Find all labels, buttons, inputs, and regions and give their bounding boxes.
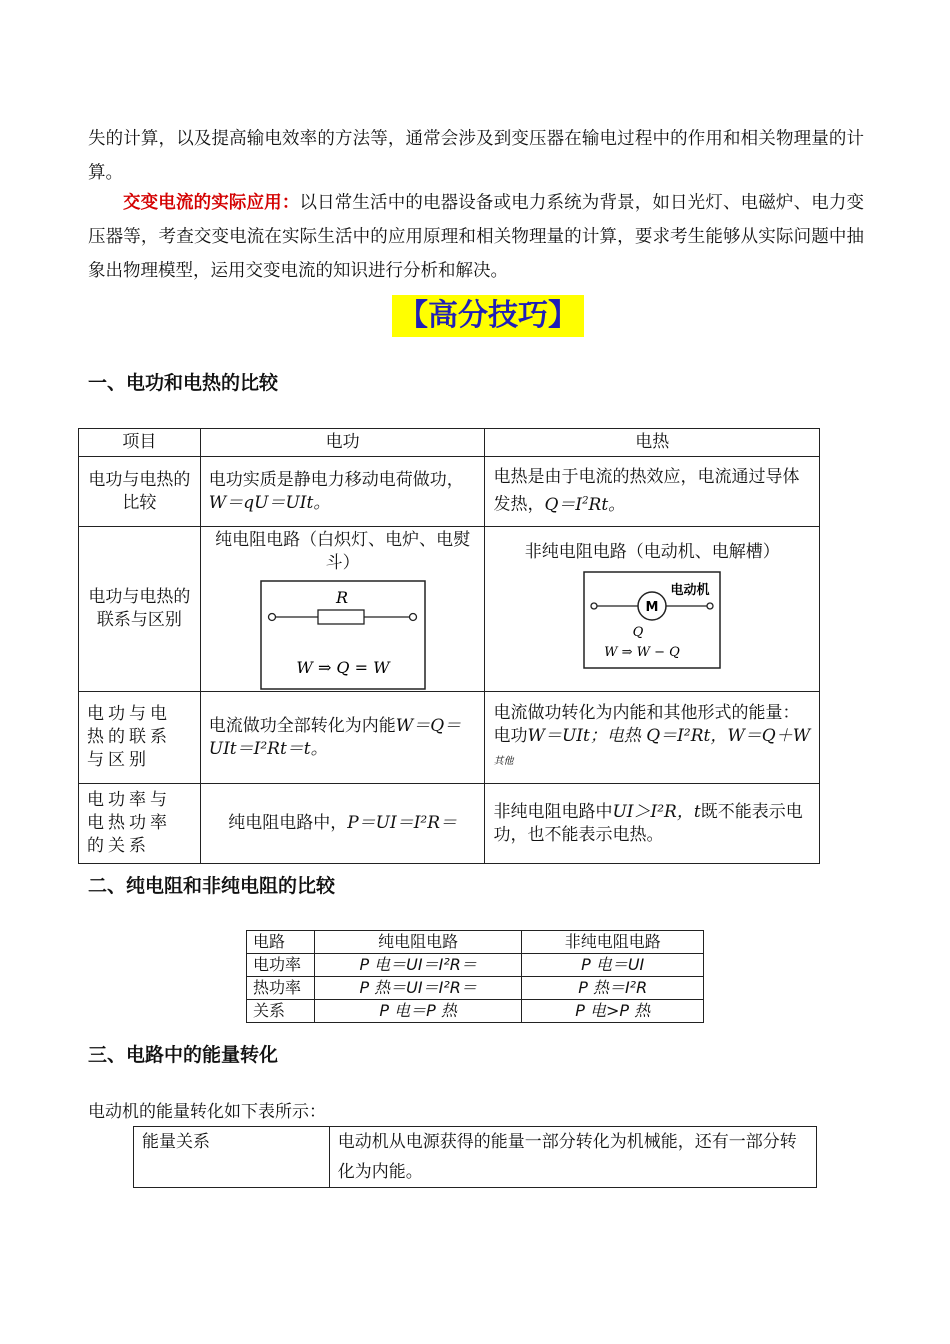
table-header-row: [79, 429, 820, 457]
energy-relation-text: 电动机从电源获得的能量一部分转化为机械能，还有一部分转化为内能。: [329, 1127, 816, 1188]
work-text: 电功实质是静电力移动电荷做功，: [208, 469, 464, 490]
table-row: [247, 954, 704, 977]
nonpure-work-cell: [485, 692, 820, 784]
pure-value: P 电＝UI＝I²R＝: [314, 954, 522, 977]
header-pure: 纯电阻电路: [314, 931, 522, 954]
pure-value: P 热＝UI＝I²R＝: [314, 977, 522, 1000]
row-label: 电功率与电热功率的关系: [79, 784, 201, 864]
nonpure-circuit-caption: 非纯电阻电路（电动机、电解槽）: [524, 542, 780, 562]
heat-cell: [485, 457, 820, 527]
pure-power-text: 纯电阻电路中，: [228, 813, 348, 833]
pure-energy-equation: W ⇒ Q = W: [296, 658, 390, 677]
heat-formula: $Q=I^2Rt$。: [544, 494, 626, 515]
other-subscript: 其他: [493, 756, 514, 767]
table-header-row: [247, 931, 704, 954]
nonpure-work-text: 电流做功转化为内能和其他形式的能量：电功: [493, 703, 800, 746]
section1-heading: 一、电功和电热的比较: [88, 372, 279, 394]
table-row: [79, 692, 820, 784]
pure-work-text: 电流做功全部转化为内能: [208, 715, 396, 736]
intro-paragraph-1: 失的计算，以及提高输电效率的方法等，通常会涉及到变压器在输电过程中的作用和相关物理量的计算。: [88, 129, 864, 183]
pure-resistance-diagram: [258, 579, 428, 691]
heat-text: 电热是由于电流的热效应，电流通过导体发热，: [493, 467, 800, 515]
table-row: [79, 457, 820, 527]
nonpure-power-text: 非纯电阻电路中: [493, 801, 613, 822]
nonpure-work-formula: W＝UIt；电热 Q＝I²Rt，W＝Q＋W: [527, 726, 811, 746]
energy-relation-label: 能量关系: [134, 1127, 330, 1188]
work-cell: [200, 457, 485, 527]
nonpure-power-cell: [485, 784, 820, 864]
application-label: 交变电流的实际应用：: [123, 193, 300, 213]
header-circuit: 电路: [247, 931, 315, 954]
pure-value: P 电＝P 热: [314, 1000, 522, 1023]
pure-circuit-caption: 纯电阻电路（白炽灯、电炉、电熨斗）: [215, 530, 471, 573]
resistance-compare-table: [246, 930, 704, 1023]
energy-relation-table: [133, 1126, 817, 1188]
motor-symbol: M: [645, 600, 659, 615]
work-formula: W＝qU＝UIt。: [208, 492, 331, 513]
work-heat-table: [78, 428, 820, 864]
row-label: 电功率: [247, 954, 315, 977]
header-item: 项目: [79, 429, 201, 457]
high-score-banner: 【高分技巧】: [392, 295, 584, 337]
nonpure-power-tail: 既不能表示电功，也不能表示电热。: [493, 801, 803, 845]
nonpure-value: P 电>P 热: [522, 1000, 704, 1023]
nonpure-value: P 热＝I²R: [522, 977, 704, 1000]
header-nonpure: 非纯电阻电路: [522, 931, 704, 954]
header-heat: 电热: [485, 429, 820, 457]
header-work: 电功: [200, 429, 485, 457]
motor-energy-equation: W ⇒ W − Q: [604, 645, 681, 660]
nonpure-circuit-cell: [485, 527, 820, 692]
row-label: 电功与电热的联系与区别: [79, 527, 201, 692]
pure-power-cell: [200, 784, 485, 864]
table-row: [79, 784, 820, 864]
table-row: [79, 527, 820, 692]
motor-energy-intro: 电动机的能量转化如下表所示：: [88, 1102, 326, 1122]
resistor-label: R: [335, 588, 348, 607]
section2-heading: 二、纯电阻和非纯电阻的比较: [88, 875, 336, 897]
application-text: 以日常生活中的电器设备或电力系统为背景，如日光灯、电磁炉、电力变压器等，考查交变电流在实际生活中的应用原理和相关物理量的计算，要求考生能够从实际问题中抽象出物理模型，运用交变电流的知识进行分析和解决。: [88, 193, 865, 281]
pure-work-formula: W＝Q＝UIt＝I²Rt＝t。: [208, 715, 462, 759]
table-row: [247, 977, 704, 1000]
row-label: 电功与电热的联系与区别: [79, 692, 201, 784]
row-label: 热功率: [247, 977, 315, 1000]
row-label: 关系: [247, 1000, 315, 1023]
nonpure-power-formula: UI＞I²R，t: [612, 801, 701, 822]
motor-circuit-diagram: [582, 570, 722, 670]
pure-work-cell: [200, 692, 485, 784]
pure-power-formula: P＝UI＝I²R＝: [347, 813, 458, 833]
table-row: [247, 1000, 704, 1023]
table-row: [134, 1127, 817, 1188]
section3-heading: 三、电路中的能量转化: [88, 1044, 279, 1066]
motor-heat-q: Q: [632, 625, 644, 640]
pure-circuit-cell: [200, 527, 485, 692]
nonpure-value: P 电＝UI: [522, 954, 704, 977]
row-label: 电功与电热的比较: [79, 457, 201, 527]
motor-label: 电动机: [670, 583, 710, 598]
intro-paragraph-2: [88, 186, 864, 288]
